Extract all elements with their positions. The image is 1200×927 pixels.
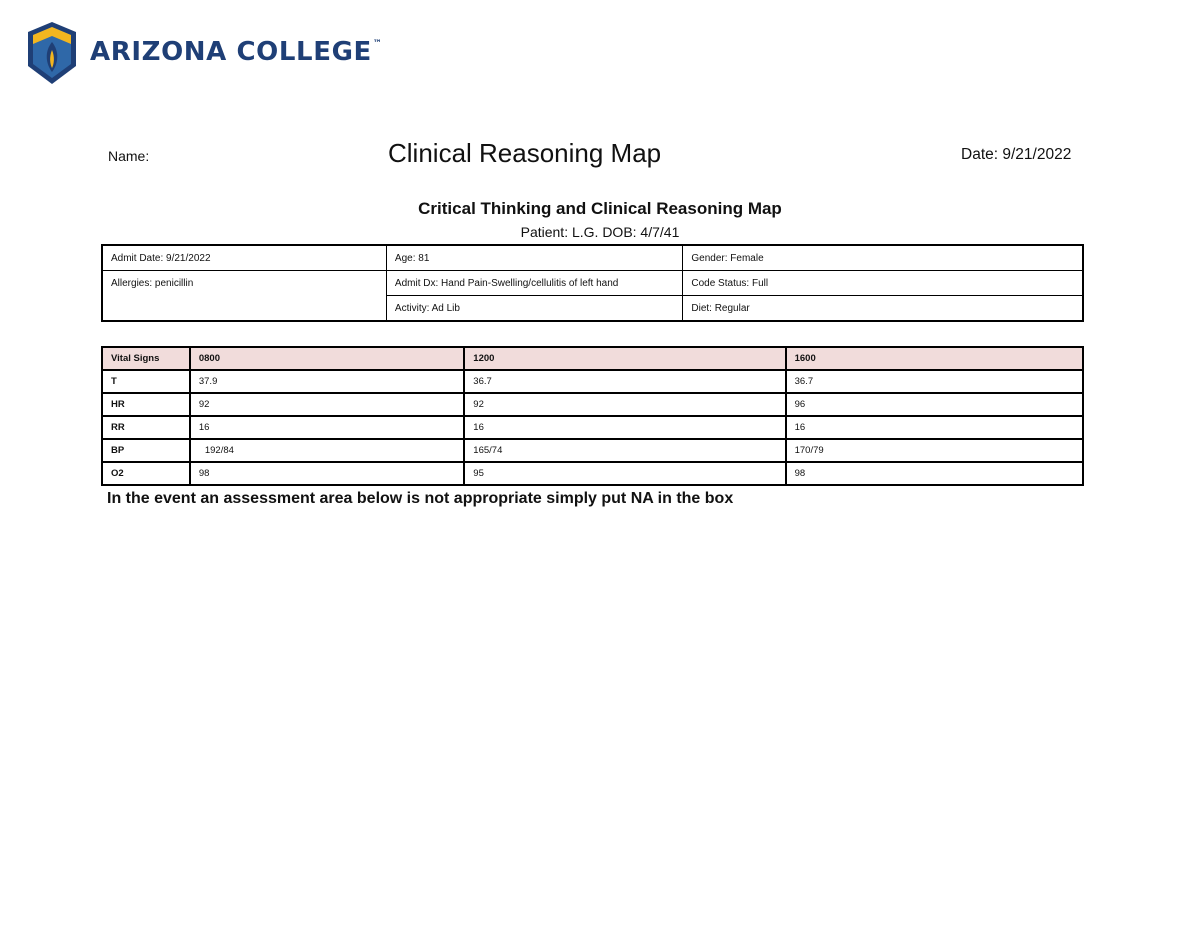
- vital-value: 36.7: [786, 370, 1083, 393]
- code-status-cell: Code Status: Full: [683, 271, 1083, 296]
- table-row: [102, 271, 1083, 296]
- vital-value: 192/84: [190, 439, 464, 462]
- table-row: [102, 245, 1083, 271]
- page-title: Clinical Reasoning Map: [388, 138, 662, 168]
- vital-value: 92: [190, 393, 464, 416]
- vital-value: 37.9: [190, 370, 464, 393]
- table-row: [102, 416, 1083, 439]
- vitals-header-label: Vital Signs: [102, 347, 190, 370]
- vital-value: 16: [786, 416, 1083, 439]
- table-row: [102, 370, 1083, 393]
- age-cell: Age: 81: [386, 245, 682, 271]
- table-row: [102, 393, 1083, 416]
- empty-cell: [102, 296, 386, 322]
- logo-wordmark: ARIZONA COLLEGE™: [90, 37, 383, 67]
- vital-value: 36.7: [464, 370, 785, 393]
- vital-value: 98: [786, 462, 1083, 485]
- activity-cell: Activity: Ad Lib: [386, 296, 682, 322]
- diet-cell: Diet: Regular: [683, 296, 1083, 322]
- patient-info-table: [101, 244, 1084, 322]
- patient-line: Patient: L.G. DOB: 4/7/41: [520, 224, 680, 240]
- admit-date-cell: Admit Date: 9/21/2022: [102, 245, 386, 271]
- table-row: [102, 462, 1083, 485]
- admit-dx-cell: Admit Dx: Hand Pain-Swelling/cellulitis of left hand: [386, 271, 682, 296]
- name-label: Name:: [108, 148, 150, 164]
- date-label: Date: 9/21/2022: [961, 146, 1072, 163]
- shield-flame-icon: [26, 20, 78, 86]
- vitals-header-1200: 1200: [464, 347, 785, 370]
- vital-value: 16: [464, 416, 785, 439]
- table-header-row: [102, 347, 1083, 370]
- vital-value: 170/79: [786, 439, 1083, 462]
- vital-value: 96: [786, 393, 1083, 416]
- vitals-header-1600: 1600: [786, 347, 1083, 370]
- table-row: [102, 439, 1083, 462]
- vitals-header-0800: 0800: [190, 347, 464, 370]
- allergies-cell: Allergies: penicillin: [102, 271, 386, 296]
- vital-value: 16: [190, 416, 464, 439]
- vital-label: BP: [102, 439, 190, 462]
- vital-value: 95: [464, 462, 785, 485]
- vital-label: HR: [102, 393, 190, 416]
- vital-label: O2: [102, 462, 190, 485]
- vital-signs-table: [101, 346, 1084, 486]
- instruction-note: In the event an assessment area below is not appropriate simply put NA in the box: [107, 490, 734, 507]
- arizona-college-logo: [26, 20, 383, 86]
- gender-cell: Gender: Female: [683, 245, 1083, 271]
- table-row: [102, 296, 1083, 322]
- vital-label: RR: [102, 416, 190, 439]
- vital-label: T: [102, 370, 190, 393]
- vital-value: 92: [464, 393, 785, 416]
- vital-value: 165/74: [464, 439, 785, 462]
- vital-value: 98: [190, 462, 464, 485]
- map-subtitle: Critical Thinking and Clinical Reasoning Map: [418, 199, 782, 218]
